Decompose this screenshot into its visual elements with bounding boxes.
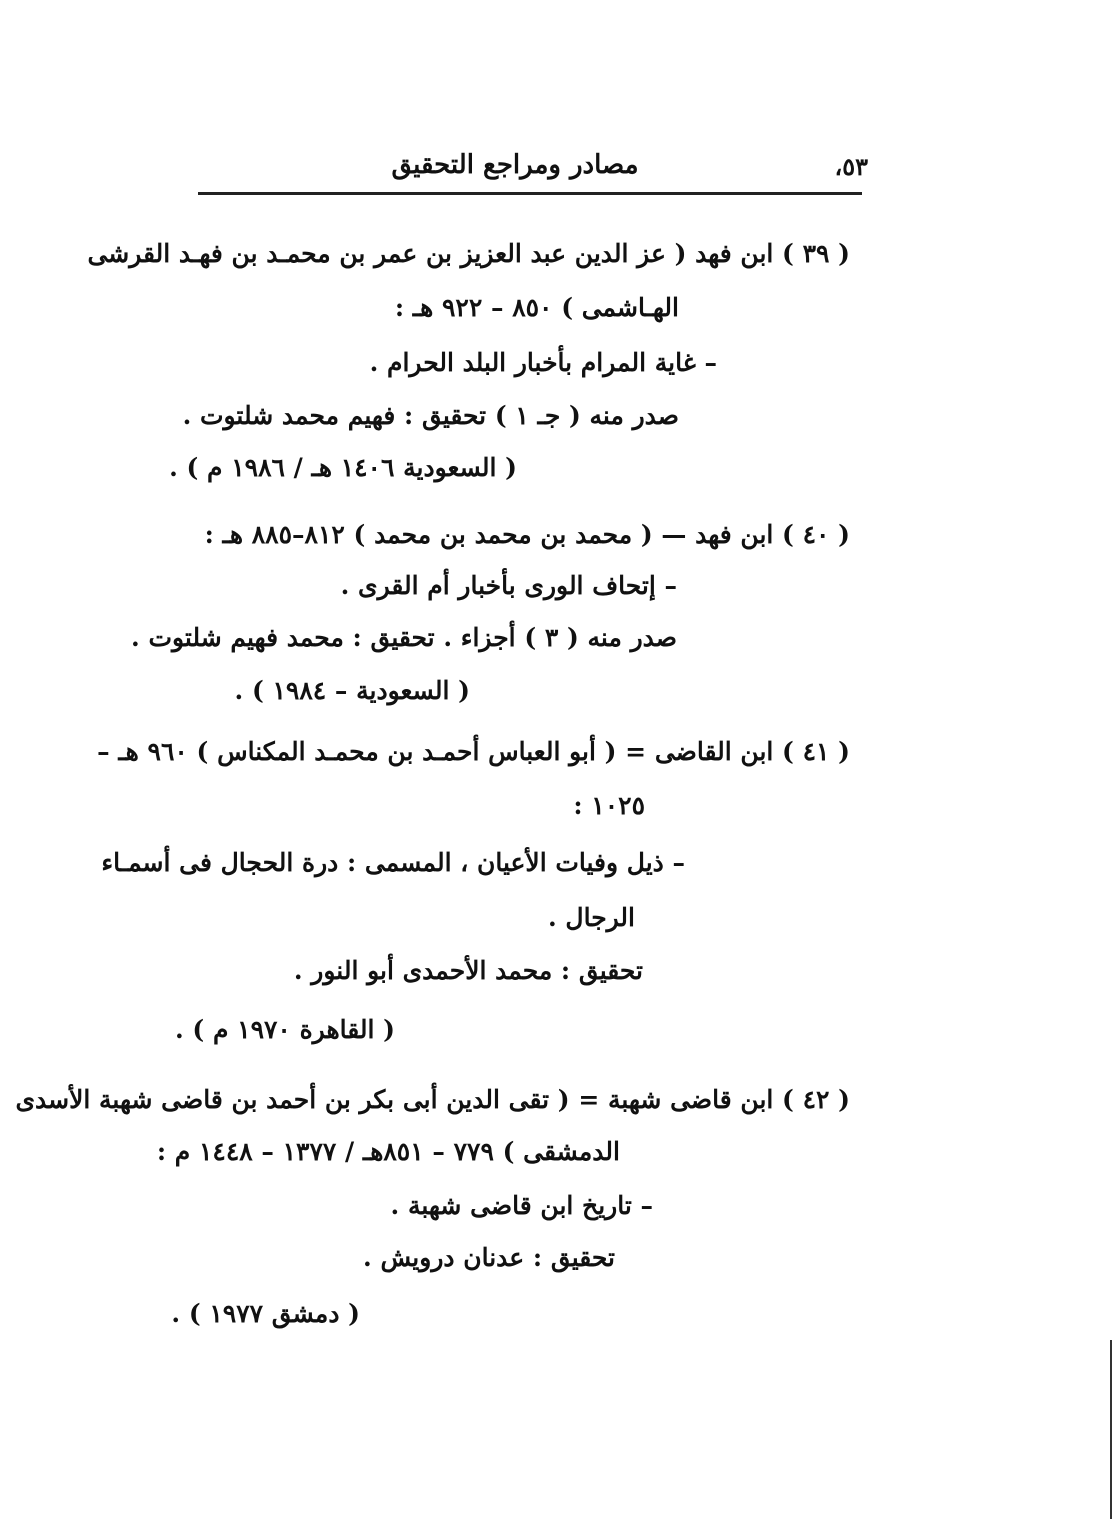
entry-39-line-2: الهـاشمى ) ٨٥٠ – ٩٢٢ هـ : [394, 293, 679, 322]
entry-39-line-4: صدر منه ( جـ ١ ) تحقيق : فهيم محمد شلتوت . [182, 401, 679, 430]
header-rule [198, 192, 862, 195]
entry-39-line-3: – غاية المرام بأخبار البلد الحرام . [369, 348, 717, 377]
entry-41-line-1: ( ٤١ ) ابن القاضى = ( أبو العباس أحمـد بن محمـد المكناس ) ٩٦٠ هـ – [97, 737, 850, 766]
entry-41-line-2: ١٠٢٥ : [573, 791, 645, 820]
entry-42-line-3: – تاريخ ابن قاضى شهبة . [390, 1191, 653, 1220]
entry-42-line-1: ( ٤٢ ) ابن قاضى شهبة = ( تقى الدين أبى بكر بن أحمد بن قاضى شهبة الأسدى [15, 1085, 850, 1114]
page-number: ٥٣، [834, 152, 868, 181]
entry-40-line-3: صدر منه ( ٣ ) أجزاء . تحقيق : محمد فهيم شلتوت . [131, 623, 677, 652]
entry-41-line-5: تحقيق : محمد الأحمدى أبو النور . [293, 956, 643, 985]
scan-edge-line [1110, 1340, 1112, 1519]
entry-42-line-4: تحقيق : عدنان درويش . [363, 1243, 615, 1272]
entry-40-line-2: – إتحاف الورى بأخبار أم القرى . [340, 571, 677, 600]
running-header-title: مصادر ومراجع التحقيق [391, 150, 639, 180]
entry-39-line-5: ( السعودية ١٤٠٦ هـ / ١٩٨٦ م ) . [169, 453, 517, 482]
entry-39-line-1: ( ٣٩ ) ابن فهد ( عز الدين عبد العزيز بن عمر بن محمـد بن فهـد القرشى [87, 239, 850, 268]
entry-41-line-6: ( القاهرة ١٩٧٠ م ) . [175, 1015, 395, 1044]
entry-42-line-5: ( دمشق ١٩٧٧ ) . [171, 1299, 360, 1328]
entry-40-line-4: ( السعودية – ١٩٨٤ ) . [234, 676, 470, 705]
entry-41-line-3: – ذيل وفيات الأعيان ، المسمى : درة الحجال فى أسمـاء [101, 848, 685, 877]
entry-41-line-4: الرجال . [548, 903, 635, 932]
entry-42-line-2: الدمشقى ) ٧٧٩ – ٨٥١هـ / ١٣٧٧ – ١٤٤٨ م : [156, 1137, 620, 1166]
entry-40-line-1: ( ٤٠ ) ابن فهد — ( محمد بن محمد بن محمد ) ٨١٢–٨٨٥ هـ : [204, 520, 850, 549]
